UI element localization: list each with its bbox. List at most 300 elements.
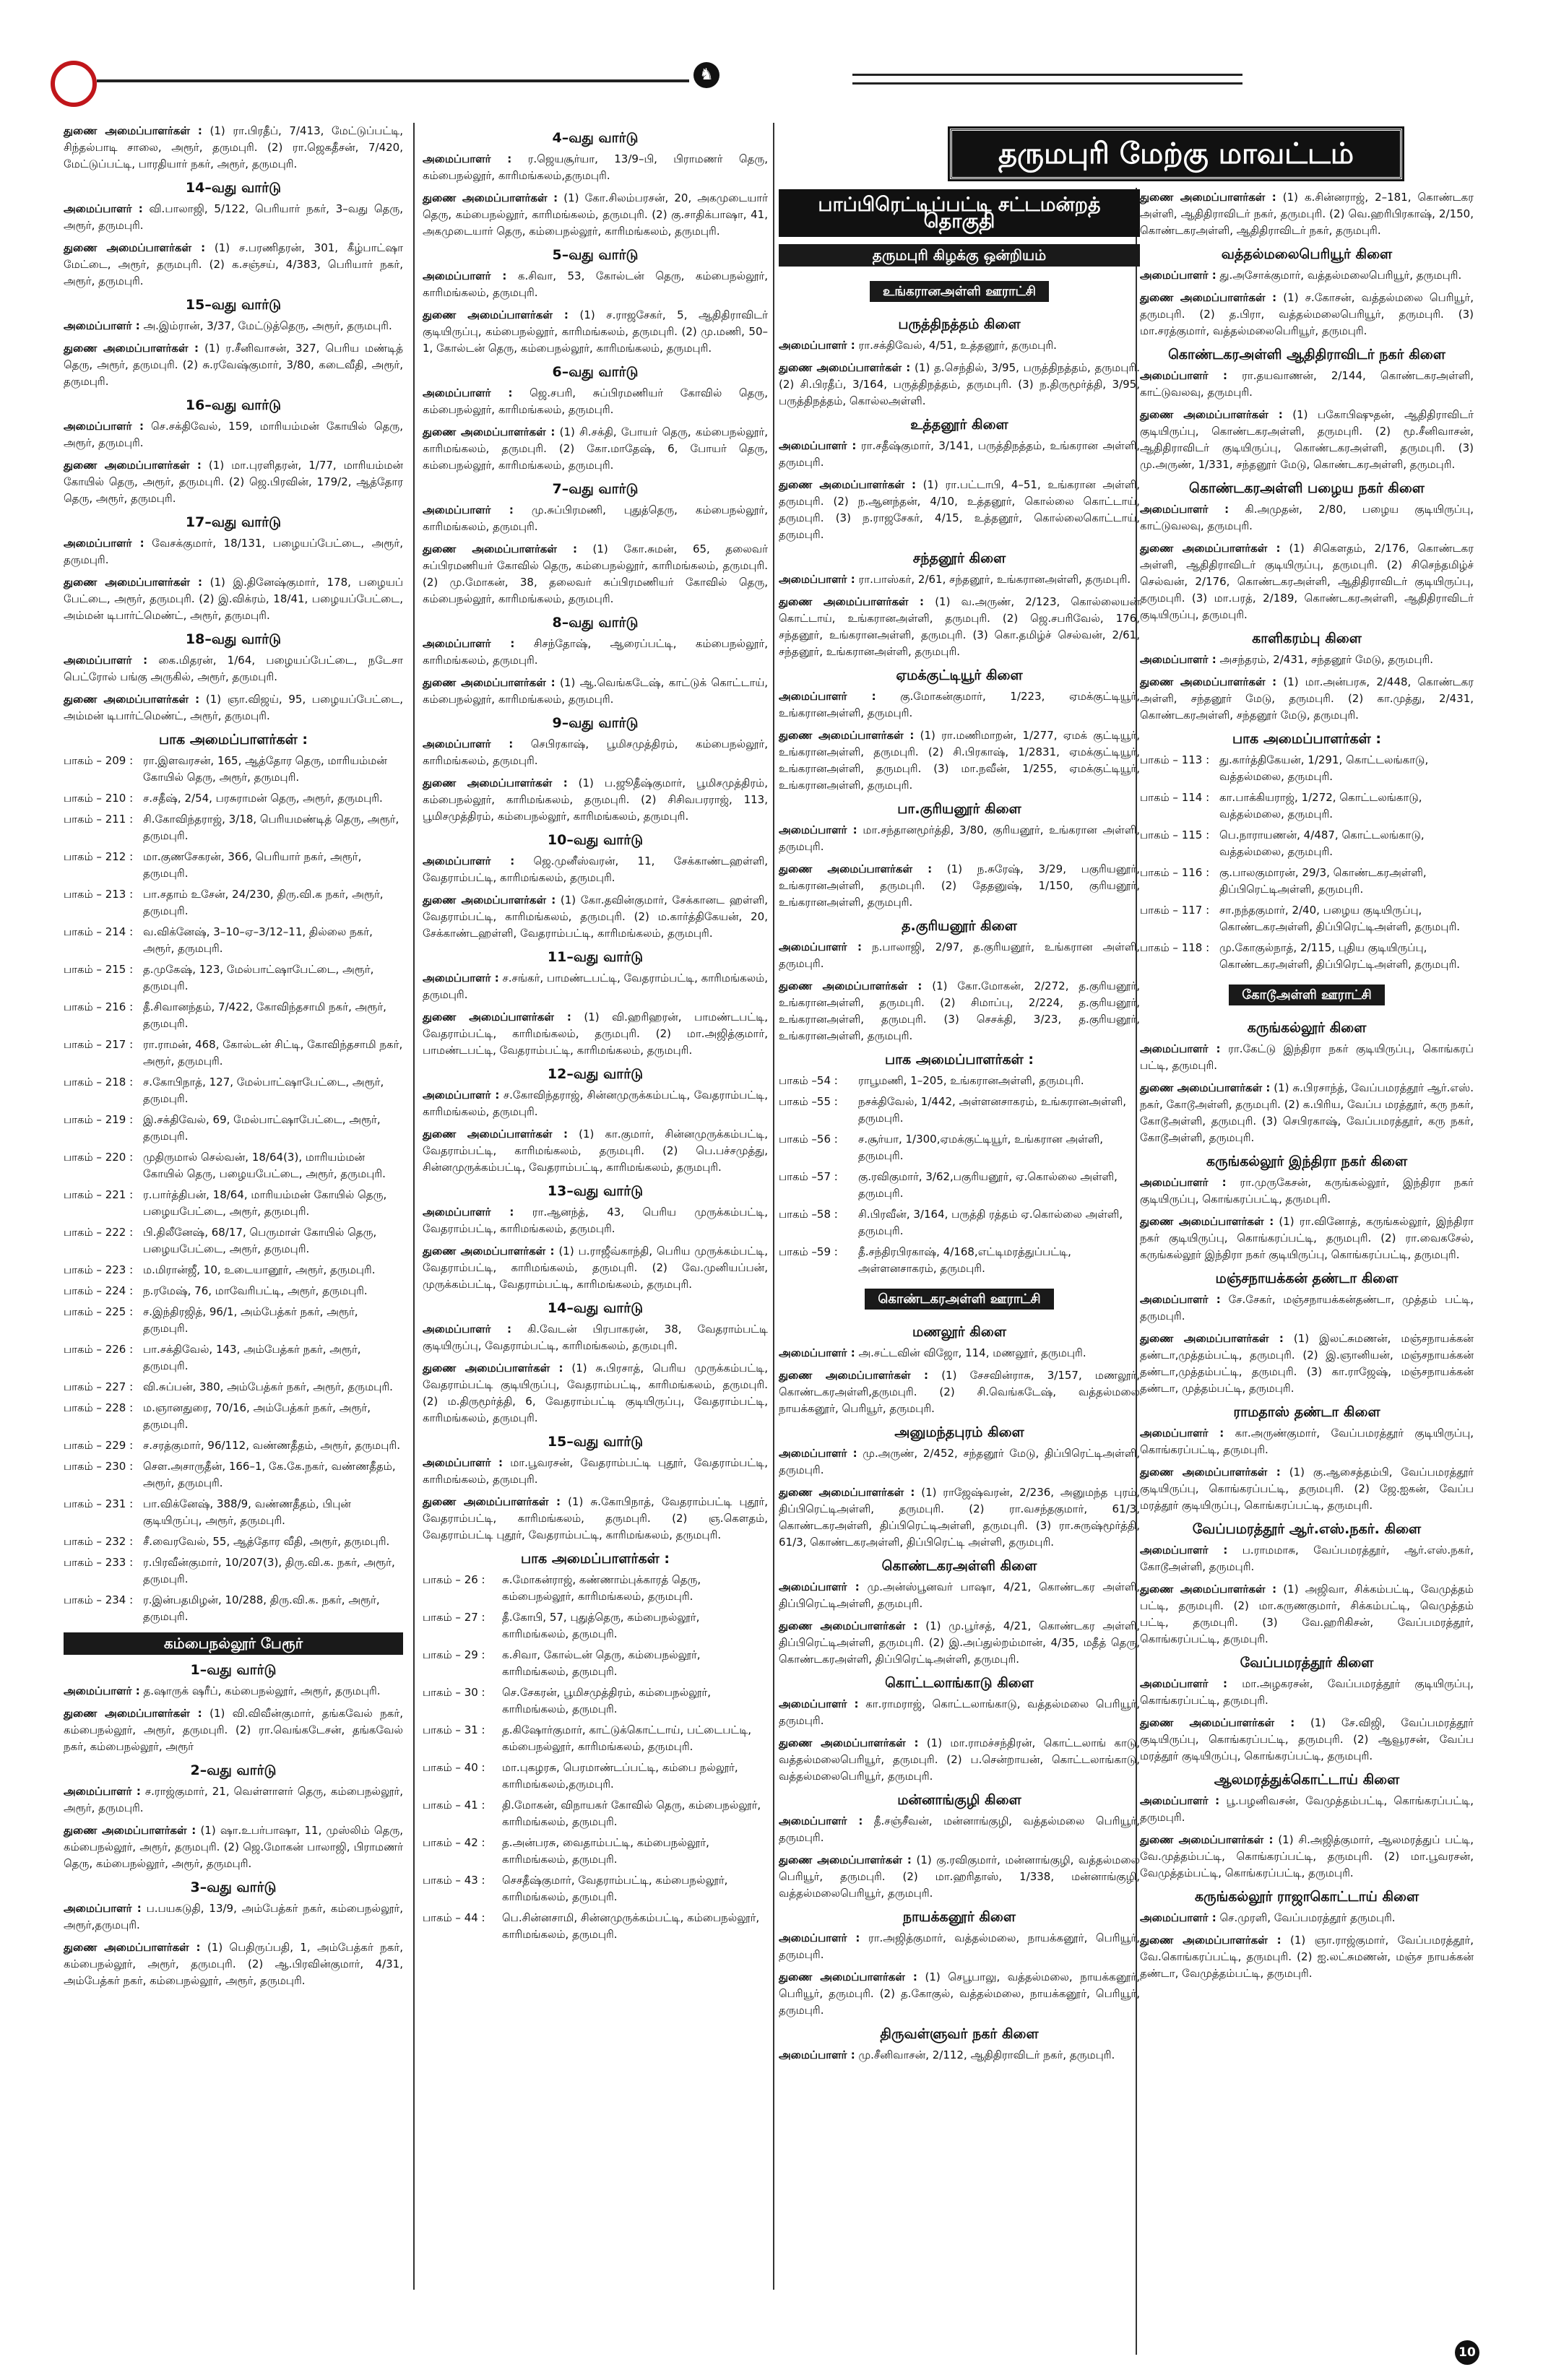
booth-details: ரா.இளவரசன், 165, ஆத்தோர தெரு, மாரியம்மன் கோயில் தெரு, அரூர், தருமபுரி. [143,754,387,784]
booth-row [64,1437,403,1454]
member-entry [779,477,1140,543]
booth-row [423,1760,768,1793]
district-banner: தருமபுரி மேற்கு மாவட்டம் [950,129,1402,179]
role-label: அமைப்பாளர் : [1140,1544,1228,1557]
block-heading: தருமபுரி கிழக்கு ஒன்றியம் [779,244,1140,267]
booth-number: பாகம் – 30 : [423,1686,485,1699]
booth-row [64,790,403,807]
section-heading: 14–வது வார்டு [185,180,282,196]
role-label: துணை அமைப்பாளர்கள் : [423,191,558,204]
booth-number: பாகம் – 40 : [423,1761,485,1774]
member-entry [1140,290,1474,339]
member-entry [1140,368,1474,401]
member-entry [779,1345,1140,1362]
member-entry [779,978,1140,1044]
member-entry [779,1484,1140,1551]
member-details: (1) ராஜேஷ்வரன், 2/236, அனுமந்த புரம், திப்பிரெட்டிஅள்ளி, தருமபுரி. (2) ரா.வசந்தகுமார், 61/3, கொண்டகரஅள்ளி, திப்பிரெட்டிஅள்ளி, தருமபுரி. (3) ரா.சுருஷ்மூர்த்தி, 61/3, கொண்டகரஅள்ளி, திப்பிரெட்டி அள்ளி, தருமபுரி. [779,1486,1140,1549]
booth-details: ராபூமணி, 1–205, உங்கரானஅள்ளி, தருமபுரி. [858,1074,1084,1087]
member-details: (1) கு.ஆசைத்தம்பி, வேப்பமரத்தூர் குடியிருப்பு, கொங்கரப்பட்டி, தருமபுரி. (2) ஜே.ஐகன், வேப்ப மரத்தூர் குடியிருப்பு, கொங்கரப்பட்டி, தருமபுரி. [1140,1466,1474,1512]
member-details: (1) ர.சீனிவாசன், 327, பெரிய மண்டித் தெரு, அரூர், தருமபுரி. (2) சு.ரவேஷ்குமார், 3/80, கடைவீதி, அரூர், தருமபுரி. [64,342,403,388]
member-details: ரா.தயவாணன், 2/144, கொண்டகரஅள்ளி, காட்டுவலவு, தருமபுரி. [1140,369,1474,399]
member-details: (1) ரா.பிரதீப், 7/413, மேட்டுப்பட்டி, சிந்தல்பாடி சாலை, அரூர், தருமபுரி. (2) ரா.ஜெகதீசன், 7/420, மேட்டுப்பட்டி, பாரதியார் நகர், அரூர், தருமபுரி. [64,124,403,170]
booth-number: பாகம் – 118 : [1140,941,1210,954]
booth-number: பாகம் – 44 : [423,1911,485,1924]
role-label: அமைப்பாளர் : [779,1580,860,1593]
role-label: அமைப்பாளர் : [779,823,857,836]
role-label: அமைப்பாளர் : [1140,269,1216,282]
booth-number: பாகம் – 225 : [64,1305,134,1318]
booth-details: வி.சுப்பன், 380, அம்பேத்கர் நகர், அரூர், தருமபுரி. [143,1380,393,1393]
role-label: அமைப்பாளர் : [1140,369,1228,382]
booth-row [423,1872,768,1905]
role-label: துணை அமைப்பாளர்கள் : [1140,1583,1277,1596]
member-entry [779,1579,1140,1612]
booth-details: ம.மிரான்ஜீ, 10, உடையானூர், அரூர், தருமபுரி. [143,1263,376,1276]
member-entry [423,675,768,708]
booth-number: பாகம் – 217 : [64,1038,134,1051]
member-entry [1140,1213,1474,1263]
section-heading: பா.குரியனூர் கிளை [897,801,1021,817]
member-details: கா.அருண்குமார், வேப்பமரத்தூர் குடியிருப்பு, கொங்கரப்பட்டி, தருமபுரி. [1140,1427,1474,1456]
member-entry [64,535,403,568]
member-entry [64,201,403,234]
role-label: அமைப்பாளர் : [779,1814,863,1827]
member-entry [423,541,768,607]
member-entry [64,1900,403,1934]
booth-row [1140,752,1474,785]
column-divider [413,123,415,2290]
role-label: அமைப்பாளர் : [1140,1042,1221,1055]
page-number: 10 [1455,2340,1479,2365]
role-label: அமைப்பாளர் : [1140,1911,1216,1924]
member-entry [779,1696,1140,1729]
column-divider [773,123,774,2290]
role-label: துணை அமைப்பாளர்கள் : [423,893,556,906]
role-label: அமைப்பாளர் : [423,269,507,282]
booth-details: ச.கோபிநாத், 127, மேல்பாட்ஷாபேட்டை, அரூர், தருமபுரி. [143,1076,384,1105]
member-details: (1) கோ.மோகன், 2/272, த.குரியனூர், உங்கரானஅள்ளி, தருமபுரி. (2) சிமாப்பு, 2/224, த.குரியனூர், உங்கரானஅள்ளி, தருமபுரி. (3) செசக்தி, 3/23, த.குரியனூர், உங்கரானஅள்ளி, தருமபுரி. [779,979,1140,1042]
member-details: வேசக்குமார், 18/131, பழையப்பேட்டை, அரூர், தருமபுரி. [64,537,403,566]
role-label: அமைப்பாளர் : [423,1206,514,1219]
header-rule-left [97,79,689,82]
panchayat-heading: உங்கரானஅள்ளி ஊராட்சி [870,281,1049,302]
section-heading: கொண்டகரஅள்ளி ஆதிதிராவிடர் நகர் கிளை [1168,347,1445,363]
member-entry [423,1494,768,1544]
section-heading: வத்தல்மலைபெரியூர் கிளை [1221,246,1393,262]
booth-number: பாகம் –58 : [779,1208,838,1221]
booth-row [64,1496,403,1529]
member-entry [1140,189,1474,239]
member-entry [64,652,403,685]
header-rule-right-top [852,74,1242,76]
role-label: அமைப்பாளர் : [423,1456,503,1469]
member-details: மா.பூவரசன், வேதராம்பட்டி புதூர், வேதராம்பட்டி, காரிமங்கலம், தருமபுரி. [423,1456,768,1486]
member-details: ரா.பாஸ்கர், 2/61, சந்தனூர், உங்கரானஅள்ளி, தருமபுரி. [858,573,1131,586]
booth-number: பாகம் – 218 : [64,1076,134,1089]
role-label: துணை அமைப்பாளர்கள் : [779,1619,918,1632]
member-details: ரா.அஜித்குமார், வத்தல்மலை, நாயக்கனூர், பெரியூர், தருமபுரி. [779,1931,1140,1961]
booth-details: க.சிவா, கோல்டன் தெரு, கம்பைநல்லூர், காரிமங்கலம், தருமபுரி. [502,1648,701,1678]
member-details: மு.சுப்பிரமணி, புதுத்தெரு, கம்பைநல்லூர், காரிமங்கலம், தருமபுரி. [423,503,768,533]
booth-row [1140,902,1474,935]
role-label: அமைப்பாளர் : [779,439,857,452]
booth-details: இ.சக்திவேல், 69, மேல்பாட்ஷாபேட்டை, அரூர், தருமபுரி. [143,1113,381,1143]
booth-row [64,1533,403,1550]
member-details: ர.ஜெயசூர்யா, 13/9–பி, பிராமணர் தெரு, கம்பைநல்லூர், காரிமங்கலம்,தருமபுரி. [423,152,768,182]
booth-details: சா.நந்தகுமார், 2/40, பழைய குடியிருப்பு, கொண்டகரஅள்ளி, திப்பிரெட்டிஅள்ளி, தருமபுரி. [1219,904,1461,933]
role-label: அமைப்பாளர் : [779,1697,859,1710]
role-label: துணை அமைப்பாளர்கள் : [1140,542,1281,555]
member-entry [779,727,1140,794]
role-label: துணை அமைப்பாளர்கள் : [64,241,206,254]
booth-number: பாகம் – 224 : [64,1284,134,1297]
section-heading: பருத்திநத்தம் கிளை [898,316,1021,332]
role-label: அமைப்பாளர் : [779,1346,855,1359]
member-details: பூ.பழனிவசன், வேமுத்தம்பட்டி, கொங்கரப்பட்டி, தருமபுரி. [1140,1794,1474,1824]
panchayat-heading: கோடூஅள்ளி ஊராட்சி [1229,985,1385,1005]
role-label: துணை அமைப்பாளர்கள் : [1140,1081,1271,1094]
role-label: துணை அமைப்பாளர்கள் : [64,1707,202,1720]
role-label: அமைப்பாளர் : [423,854,515,867]
section-heading: கருங்கல்லூர் ராஜாகொட்டாய் கிளை [1194,1889,1419,1905]
booth-details: மா.குணசேகரன், 366, பெரியார் நகர், அரூர், தருமபுரி. [143,850,362,880]
booth-row [423,1835,768,1868]
booth-details: கு.ரவிகுமார், 3/62,பகுரியனூர், ஏ.கொல்லை அள்ளி, தருமபுரி. [858,1170,1118,1200]
booth-details: த.அன்பரசு, வைதாம்பட்டி, கம்பைநல்லூர், காரிமங்கலம், தருமபுரி. [502,1836,709,1866]
section-heading: ஆலமரத்துக்கொட்டாய் கிளை [1214,1772,1400,1788]
masthead-bar [51,61,1242,92]
role-label: அமைப்பாளர் : [64,1785,141,1798]
section-heading: கொண்டகரஅள்ளி பழைய நகர் கிளை [1189,480,1425,496]
member-entry [1140,1910,1474,1926]
booth-details: செ.சேகரன், பூமிசமுத்திரம், கம்பைநல்லூர், காரிமங்கலம், தருமபுரி. [502,1686,712,1715]
member-details: மு.அருண், 2/452, சந்தனூர் மேடு, திப்பிரெட்டிஅள்ளி, தருமபுரி. [779,1447,1140,1476]
member-details: (1) கோ.தவின்குமார், சேக்கானட ஹள்ளி, வேதராம்பட்டி, காரிமங்கலம், தருமபுரி. (2) ம.கார்த்திகேயன், 20, சேக்காண்டஹள்ளி, வேதராம்பட்டி, காரிமங்கலம், தருமபுரி. [423,893,768,940]
elephant-mascot-icon: ♞ [693,62,719,88]
section-heading: 14–வது வார்டு [547,1300,644,1316]
member-details: ச.ராஜ்குமார், 21, வெள்ளாளர் தெரு, கம்பைநல்லூர், அரூர், தருமபுரி. [64,1785,403,1814]
section-heading: பாக அமைப்பாளர்கள் : [158,732,308,748]
member-details: (1) ஞா.விஜய், 95, பழையப்பேட்டை, அம்மன் டிபார்ட்மெண்ட், அரூர், தருமபுரி. [64,693,403,722]
section-heading: 17–வது வார்டு [185,514,282,530]
booth-row [64,924,403,957]
role-label: துணை அமைப்பாளர்கள் : [1140,291,1277,304]
booth-details: பா.விக்னேஷ், 388/9, வண்ணதீதம், பிபுன் குடியிருப்பு, அரூர், தருமபுரி. [143,1497,351,1527]
member-entry [423,1087,768,1120]
member-entry [423,307,768,357]
member-entry [64,318,403,334]
booth-details: சி.கோவிந்தராஜ், 3/18, பெரியமண்டித் தெரு, அரூர், தருமபுரி. [143,813,399,842]
member-details: சிசந்தோஷ், ஆரைப்பட்டி, கம்பைநல்லூர், காரிமங்கலம், தருமபுரி. [423,637,768,667]
member-details: அ.இம்ரான், 3/37, மேட்டுத்தெரு, அரூர், தருமபுரி. [143,319,392,332]
booth-row [64,1283,403,1299]
booth-row [1140,827,1474,860]
member-details: ரா.ஆனந்த், 43, பெரிய முருக்கம்பட்டி, வேதராம்பட்டி, காரிமங்கலம், தருமபுரி. [423,1206,768,1235]
booth-details: வ.விக்னேஷ், 3–10–ஏ–3/12–11, தில்லை நகர், அரூர், தருமபுரி. [143,925,373,955]
booth-details: சி.பிரவீன், 3/164, பருத்தி ரத்தம் ஏ.கொல்லை அள்ளி, தருமபுரி. [858,1208,1123,1237]
member-entry [1140,540,1474,623]
role-label: துணை அமைப்பாளர்கள் : [1140,1833,1274,1846]
section-heading: 11–வது வார்டு [547,949,644,965]
section-heading: 15–வது வார்டு [547,1434,644,1450]
booth-number: பாகம் – 27 : [423,1611,485,1624]
booth-number: பாகம் – 233 : [64,1556,134,1569]
booth-row [779,1169,1140,1202]
member-details: த.ஷாருக் ஷரீப், கம்பைநல்லூர், அரூர், தருமபுரி. [143,1684,381,1697]
booth-details: மா.புகழரசு, பெரமாண்டப்பட்டி, கம்பை நல்லூர், காரிமங்கலம்,தருமபுரி. [502,1761,738,1791]
member-details: செ.சக்திவேல், 159, மாரியம்மன் கோயில் தெரு, அரூர், தருமபுரி. [64,420,403,449]
booth-row [1140,865,1474,898]
member-details: (1) செபூபாலு, வத்தல்மலை, நாயக்கனூர், பெரியூர், தருமபுரி. (2) த.கோகுல், வத்தல்மலை, நாயக்கனூர், பெரியூர், தருமபுரி. [779,1970,1140,2017]
section-heading: சந்தனூர் கிளை [912,550,1006,566]
member-details: (1) க.சின்னராஜ், 2–181, கொண்டகர அள்ளி, ஆதிதிராவிடர் நகர், தருமபுரி. (2) வெ.ஹரிபிரகாஷ், 2/150, கொண்டகரஅள்ளி, ஆதிதிராவிடர் நகர், தருமபுரி. [1140,191,1474,237]
member-entry [423,775,768,825]
booth-number: பாகம் – 115 : [1140,828,1210,841]
member-entry [1140,1041,1474,1074]
booth-number: பாகம் – 43 : [423,1874,485,1887]
booth-number: பாகம் – 234 : [64,1593,134,1606]
member-details: ப.ராமமாசு, வேப்பமரத்தூர், ஆர்.எஸ்.நகர், கோடூஅள்ளி, தருமபுரி. [1140,1544,1474,1573]
member-entry [423,1126,768,1176]
member-entry [1140,1464,1474,1514]
member-entry [1140,1793,1474,1826]
booth-row [423,1647,768,1680]
booth-details: தீ.சிவானந்தம், 7/422, கோவிந்தசாமி நகர், அரூர், தருமபுரி. [143,1000,386,1030]
column-1 [64,123,403,1995]
booth-number: பாகம் – 29 : [423,1648,485,1661]
member-details: மா.அழகரசன், வேப்பமரத்தூர் குடியிருப்பு, கொங்கரப்பட்டி, தருமபுரி. [1140,1677,1474,1707]
member-entry [423,736,768,769]
role-label: துணை அமைப்பாளர்கள் : [423,425,556,438]
role-label: துணை அமைப்பாளர்கள் : [64,459,202,472]
booth-row [64,1037,403,1070]
member-entry [779,1930,1140,1963]
member-details: ஜெ.சபரி, சுப்பிரமணியர் கோவில் தெரு, கம்பைநல்லூர், காரிமங்கலம், தருமபுரி. [423,386,768,416]
member-entry [1140,1581,1474,1648]
role-label: துணை அமைப்பாளர்கள் : [779,729,915,742]
booth-details: ச.சதீஷ், 2/54, பரசுராமன் தெரு, அரூர், தருமபுரி. [143,792,383,805]
member-entry [64,1822,403,1872]
booth-number: பாகம் – 230 : [64,1460,134,1473]
role-label: அமைப்பாளர் : [64,654,148,667]
role-label: துணை அமைப்பாளர்கள் : [1140,1934,1281,1947]
role-label: துணை அமைப்பாளர்கள் : [423,308,569,321]
booth-row [423,1572,768,1605]
booth-details: ர.பார்த்திபன், 18/64, மாரியம்மன் கோயில் தெரு, பழையபேட்டை, அரூர், தருமபுரி. [143,1188,387,1218]
member-details: (1) ஆ.வெங்கடேஷ், காட்டுக் கொட்டாய், கம்பைநல்லூர், காரிமங்கலம், தருமபுரி. [423,676,768,706]
role-label: துணை அமைப்பாளர்கள் : [779,595,925,608]
member-entry [779,1852,1140,1902]
booth-row [64,1592,403,1625]
member-details: (1) வ.அருண், 2/123, கொல்லையன் கொட்டாய், உங்கரானஅள்ளி, தருமபுரி. (2) ஜெ.சபரிவேல், 176, சந்தனூர், உங்கரானஅள்ளி, தருமபுரி. (3) கொ.தமிழ்ச் செல்வன், 2/61, சந்தனூர், உங்கரானஅள்ளி, தருமபுரி. [779,595,1140,658]
role-label: அமைப்பாளர் : [779,1447,857,1460]
member-entry [1140,1174,1474,1208]
member-entry [1140,1425,1474,1458]
member-entry [779,1813,1140,1846]
section-heading: 4–வது வார்டு [552,130,639,146]
member-entry [1140,501,1474,535]
member-entry [423,1360,768,1427]
role-label: அமைப்பாளர் : [1140,1293,1221,1306]
section-heading: மஞ்சநாயக்கன் தண்டா கிளை [1215,1271,1399,1286]
role-label: துணை அமைப்பாளர்கள் : [779,361,911,374]
booth-number: பாகம் – 227 : [64,1380,134,1393]
section-heading: 18–வது வார்டு [185,631,282,647]
section-heading: 12–வது வார்டு [547,1066,644,1082]
role-label: துணை அமைப்பாளர்கள் : [1140,1332,1284,1345]
booth-row [779,1094,1140,1127]
booth-details: ச.இந்திரஜித், 96/1, அம்பேத்கர் நகர், அரூர், தருமபுரி. [143,1305,358,1335]
member-details: ரா.சக்திவேல், 4/51, உத்தனூர், தருமபுரி. [858,339,1057,352]
booth-number: பாகம் –55 : [779,1095,838,1108]
booth-details: தி.மோகன், விநாயகர் கோவில் தெரு, கம்பைநல்லூர், காரிமங்கலம், தருமபுரி. [502,1799,761,1828]
role-label: துணை அமைப்பாளர்கள் : [1140,675,1277,688]
role-label: அமைப்பாளர் : [779,573,855,586]
member-details: (1) வி.ஹரிஹரன், பாமண்டபட்டி, வேதராம்பட்டி, காரிமங்கலம், தருமபுரி. (2) மா.அஜித்குமார், பாமண்டபட்டி, வேதராம்பட்டி, காரிமங்கலம், தருமபுரி. [423,1011,768,1057]
role-label: துணை அமைப்பாளர்கள் : [64,1824,196,1837]
booth-row [423,1684,768,1718]
booth-number: பாகம் – 117 : [1140,904,1210,917]
booth-row [64,811,403,844]
member-entry [1140,1542,1474,1575]
booth-number: பாகம் – 114 : [1140,791,1210,804]
member-entry [64,1683,403,1700]
role-label: துணை அமைப்பாளர்கள் : [423,1495,561,1508]
member-details: க.சிவா, 53, கோல்டன் தெரு, கம்பைநல்லூர், காரிமங்கலம், தருமபுரி. [423,269,768,299]
role-label: துணை அமைப்பாளர்கள் : [64,576,203,589]
booth-row [779,1131,1140,1164]
member-details: ரா.கேட்டு இந்திரா நகர் குடியிருப்பு, கொங்கரப் பட்டி, தருமபுரி. [1140,1042,1474,1072]
member-details: (1) ப.ராஜீவ்காந்தி, பெரிய முருக்கம்பட்டி, வேதராம்பட்டி, காரிமங்கலம், தருமபுரி. (2) வே.முனியப்பன், முருக்கம்பட்டி, வேதராம்பட்டி, காரிமங்கலம், தருமபுரி. [423,1245,768,1291]
role-label: துணை அமைப்பாளர்கள் : [779,1486,915,1499]
booth-details: கா.பாக்கியராஜ், 1/272, கொட்டலங்காடு, வத்தல்மலை, தருமபுரி. [1219,791,1422,821]
member-entry [1140,407,1474,473]
role-label: அமைப்பாளர் : [423,1089,500,1102]
section-heading: 13–வது வார்டு [547,1183,644,1199]
role-label: துணை அமைப்பாளர்கள் : [1140,191,1276,204]
member-entry [423,1204,768,1237]
member-entry [423,268,768,301]
role-label: அமைப்பாளர் : [423,972,499,985]
booth-number: பாகம் – 211 : [64,813,134,826]
booth-details: சு.மோகன்ராஜ், கண்ணாம்புக்காரத் தெரு, கம்பைநல்லூர், காரிமங்கலம், தருமபுரி. [502,1573,701,1603]
role-label: துணை அமைப்பாளர்கள் : [64,124,202,137]
panchayat-heading-wrap [779,1281,1140,1317]
member-entry [1140,267,1474,284]
member-details: (1) ரா.மணிமாறன், 1/277, ஏமக் குட்டியூர், உங்கரானஅள்ளி, தருமபுரி. (2) சி.பிரகாஷ், 1/2831, ஏமக்குட்டியூர், உங்கரானஅள்ளி, தருமபுரி. (3) மா.நவீன், 1/255, ஏமக்குட்டியூர், உங்கரானஅள்ளி, தருமபுரி. [779,729,1140,792]
member-entry [423,1009,768,1059]
role-label: அமைப்பாளர் : [1140,1677,1228,1690]
block-heading: கம்பைநல்லூர் பேரூர் [64,1632,403,1655]
member-details: (1) சிகௌதம், 2/176, கொண்டகர அள்ளி, ஆதிதிராவிடர் குடியிருப்பு, தருமபுரி. (2) சிசெந்தமிழ்ச் செல்வன், 2/176, கொண்டகரஅள்ளி, ஆதிதிராவிடர் குடியிருப்பு, தருமபுரி. (3) மா.பரத், 2/189, கொண்டகரஅள்ளி, ஆதிதிராவிடர் குடியிருப்பு, தருமபுரி. [1140,542,1474,621]
role-label: துணை அமைப்பாளர்கள் : [423,676,556,689]
role-label: துணை அமைப்பாளர்கள் : [779,1853,912,1866]
member-details: (1) பெதிருப்பதி, 1, அம்பேத்கர் நகர், கம்பைநல்லூர், அரூர், தருமபுரி. (2) ஆ.பிரவின்குமார், 4/31, அம்பேத்கர் நகர், கம்பைநல்லூர், அரூர், தருமபுரி. [64,1941,403,1987]
role-label: துணை அமைப்பாளர்கள் : [779,1736,919,1749]
section-heading: மணலூர் கிளை [912,1324,1006,1340]
member-details: (1) இ.தினேஷ்குமார், 178, பழையப் பேட்டை, அரூர், தருமபுரி. (2) இ.விக்ரம், 18/41, பழையப்பேட்டை, அம்மன் டிபார்ட்மெண்ட், அரூர், தருமபுரி. [64,576,403,622]
member-entry [423,892,768,942]
member-entry [779,337,1140,354]
member-details: ரா.சதீஷ்குமார், 3/141, பருத்திநத்தம், உங்கரான அள்ளி, தருமபுரி. [779,439,1140,469]
member-details: (1) அஜிவா, சிக்கம்பட்டி, வேமுத்தம் பட்டி, தருமபுரி. (2) மா.கருணகுமார், சிக்கம்பட்டி, வெமுத்தம் பட்டி, தருமபுரி. (3) வே.ஹரிகிசன், வேப்பமரத்தூர், கொங்கரப்பட்டி, தருமபுரி. [1140,1583,1474,1645]
booth-number: பாகம் – 214 : [64,925,134,938]
booth-row [64,1304,403,1337]
member-details: கி.வேடன் பிரபாகரன், 38, வேதராம்பட்டி குடியிருப்பு, வேதராம்பட்டி, காரிமங்கலம், தருமபுரி. [423,1323,768,1352]
section-heading: நாயக்கனூர் கிளை [902,1909,1016,1925]
booth-details: சௌ.அசாருதீன், 166–1, கே.கே.நகர், வண்ணதீதம், அரூர், தருமபுரி. [143,1460,396,1489]
member-entry [423,636,768,669]
role-label: அமைப்பாளர் : [1140,503,1229,516]
member-entry [779,1445,1140,1479]
booth-row [64,1187,403,1220]
member-entry [779,594,1140,660]
member-entry [779,438,1140,471]
member-entry [423,853,768,886]
member-details: (1) மா.புரளிதரன், 1/77, மாரியம்மன் கோயில் தெரு, அரூர், தருமபுரி. (2) ஜெ.பிரவின், 179/2, ஆத்தோர தெரு, அரூர், தருமபுரி. [64,459,403,505]
booth-row [64,753,403,786]
member-entry [423,1243,768,1293]
member-details: (1) ரா.வினோத், கருங்கல்லூர், இந்திரா நகர் குடியிருப்பு, கொங்கரப்பட்டி, தருமபுரி. (2) ரா.வைகசேல், கருங்கல்லூர் இந்திரா நகர் குடியிருப்பு, கொங்கரப்பட்டி, தருமபுரி. [1140,1215,1474,1261]
booth-details: தீ.கோபி, 57, புதுத்தெரு, கம்பைநல்லூர், காரிமங்கலம், தருமபுரி. [502,1611,700,1640]
role-label: அமைப்பாளர் : [779,1931,860,1944]
booth-details: த.முகேஷ், 123, மேல்பாட்ஷாபேட்டை, அரூர், தருமபுரி. [143,963,374,992]
booth-row [64,849,403,882]
member-details: (1) ச.கோசன், வத்தல்மலை பெரியூர், தருமபுரி. (2) த.பிரா, வத்தல்மலைபெரியூர், தருமபுரி. (3) மா.சரத்குமார், வத்தல்மலைபெரியூர், தருமபுரி. [1140,291,1474,337]
booth-row [64,1341,403,1375]
member-details: வி.பாலாஜி, 5/122, பெரியார் நகர், 3–வது தெரு, அரூர், தருமபுரி. [64,202,403,232]
booth-row [423,1722,768,1755]
booth-details: பா.சதாம் உசேன், 24/230, திரு.வி.க நகர், அரூர், தருமபுரி. [143,888,384,917]
booth-row [423,1609,768,1643]
member-entry [423,424,768,474]
booth-number: பாகம் – 232 : [64,1535,134,1548]
section-heading: உத்தனூர் கிளை [910,417,1008,433]
role-label: துணை அமைப்பாளர்கள் : [423,776,568,789]
role-label: அமைப்பாளர் : [423,386,513,399]
section-heading: கொண்டகரஅள்ளி கிளை [881,1558,1037,1574]
member-details: மு.அன்ஸ்பூனவர் பாஷா, 4/21, கொண்டகர அள்ளி, திப்பிரெட்டிஅள்ளி, தருமபுரி. [779,1580,1140,1610]
booth-details: நசக்திவேல், 1/442, அள்ளனசாகரம், உங்கரானஅள்ளி, தருமபுரி. [858,1095,1126,1125]
role-label: துணை அமைப்பாளர்கள் : [64,1941,201,1954]
booth-number: பாகம் –59 : [779,1245,838,1258]
member-entry [779,822,1140,855]
member-details: ரா.முருகேசன், கருங்கல்லூர், இந்திரா நகர் குடியிருப்பு, கொங்கரப்பட்டி, தருமபுரி. [1140,1176,1474,1206]
booth-number: பாகம் – 42 : [423,1836,485,1849]
booth-number: பாகம் – 229 : [64,1439,134,1452]
role-label: அமைப்பாளர் : [64,202,143,215]
booth-details: சீ.வைரவேல், 55, ஆத்தோர வீதி, அரூர், தருமபுரி. [143,1535,390,1548]
member-entry [1140,1330,1474,1397]
member-details: கா.ராமராஜ், கொட்டலாங்காடு, வத்தல்மலை பெரியூர், தருமபுரி. [779,1697,1140,1727]
member-entry [779,1735,1140,1785]
member-details: ச.கோவிந்தராஜ், சின்னமுருக்கம்பட்டி, வேதராம்பட்டி, காரிமங்கலம், தருமபுரி. [423,1089,768,1118]
role-label: அமைப்பாளர் : [779,339,855,352]
booth-number: பாகம் – 222 : [64,1226,134,1239]
section-heading: 1–வது வார்டு [190,1662,277,1678]
member-details: (1) ஞா.ராஜ்குமார், வேப்பமரத்தூர், வே.கொங்கரப்பட்டி, தருமபுரி. (2) ஐ.லட்சுமணன், மஞ்ச நாயக்கன் தண்டா, வேமுத்தம்பட்டி, தருமபுரி. [1140,1934,1474,1980]
role-label: துணை அமைப்பாளர்கள் : [1140,408,1283,421]
member-entry [64,1783,403,1817]
section-heading: திருவள்ளுவர் நகர் கிளை [880,2026,1039,2042]
member-details: (1) ந.சுரேஷ், 3/29, பகுரியனூர், உங்கரானஅள்ளி, தருமபுரி. (2) தேதனுஷ், 1/150, குரியனூர், உங்கரானஅள்ளி, தருமபுரி. [779,862,1140,909]
booth-details: மு.கோகுல்நாத், 2/115, புதிய குடியிருப்பு, கொண்டகரஅள்ளி, திப்பிரெட்டிஅள்ளி, தருமபுரி. [1219,941,1461,971]
role-label: துணை அமைப்பாளர்கள் : [64,342,199,355]
member-entry [64,1939,403,1989]
member-entry [779,2047,1140,2064]
booth-number: பாகம் – 215 : [64,963,134,976]
section-heading: பாக அமைப்பாளர்கள் : [1232,731,1381,747]
